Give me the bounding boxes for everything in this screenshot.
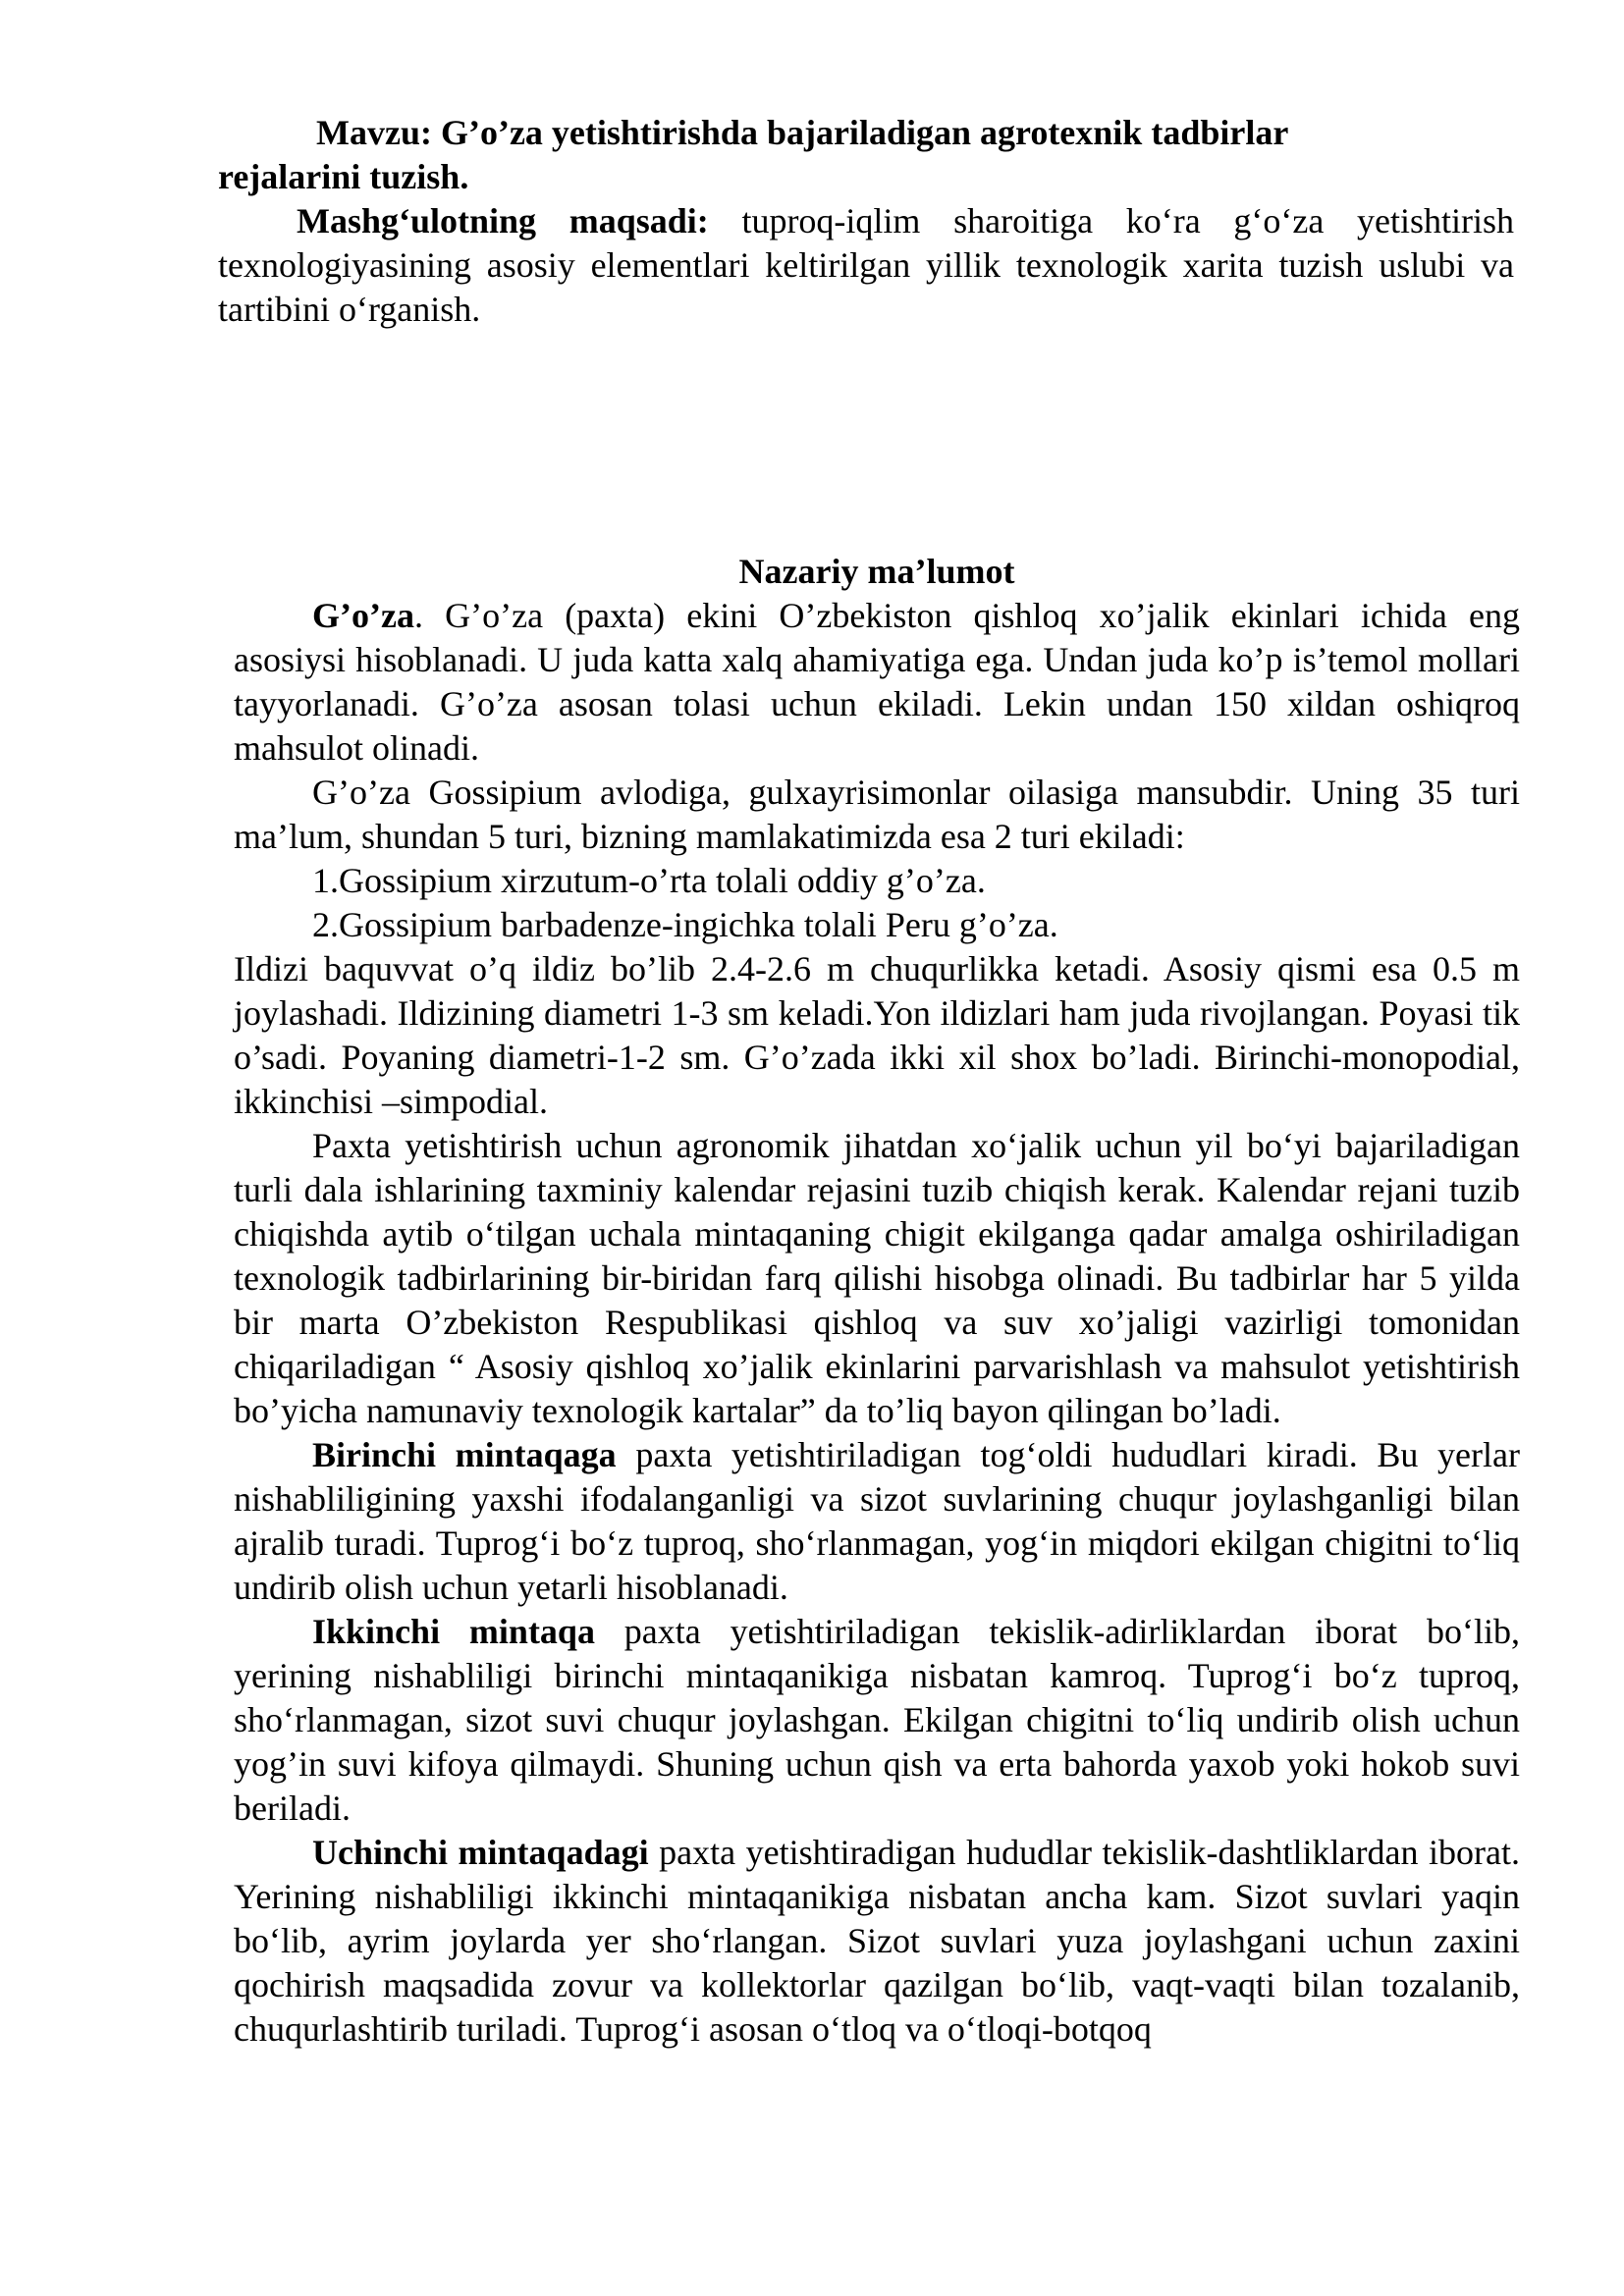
paragraph-goza: G’o’za. G’o’za (paxta) ekini O’zbekiston qishloq xo’jalik ekinlari ichida eng asosiysi hisoblanadi. U juda katta xalq ahamiyatiga ega. Undan juda ko’p is’temol mollari tayyorlanadi. G’o’za asosan tolasi uchun ekiladi. Lekin undan 150 xildan oshiqroq mahsulot olinadi. [234,596,1520,768]
list-item: 1.Gossipium xirzutum-o’rta tolali oddiy g’o’za. [312,861,986,900]
goal-paragraph [218,199,1514,332]
paragraph-gossipium: G’o’za Gossipium avlodiga, gulxayrisimonlar oilasiga mansubdir. Uning 35 turi ma’lum, shundan 5 turi, bizning mamlakatimizda esa 2 turi ekiladi: [234,773,1520,856]
header-block [218,111,1514,332]
title-line-2: rejalarini tuzish. [218,157,469,196]
body-block [234,550,1520,2052]
list-item: 2.Gossipium barbadenze-ingichka tolali Peru g’o’za. [312,905,1058,944]
goal-text: tuproq-iqlim sharoitiga ko‘ra g‘o‘za yetishtirish texnologiyasining asosiy elementlari keltirilgan yillik texnologik xarita tuzish uslubi va tartibini o‘rganish. [218,201,1514,329]
goal-label: Mashg‘ulotning maqsadi: [297,201,709,240]
title-line-1: Mavzu: G’o’za yetishtirishda bajariladigan agrotexnik tadbirlar [316,113,1289,152]
paragraph-ildizi: Ildizi baquvvat o’q ildiz bo’lib 2.4-2.6 m chuqurlikka ketadi. Asosiy qismi esa 0.5 m joylashadi. Ildizining diametri 1-3 sm keladi.Yon ildizlari ham juda rivojlangan. Poyasi tik o’sadi. Poyaning diametri-1-2 sm. G’o’zada ikki xil shox bo’ladi. Birinchi-monopodial, ikkinchisi –simpodial. [234,949,1520,1121]
paragraph-uchinchi-mintaqa: Uchinchi mintaqadagi paxta yetishtiradigan hududlar tekislik-dashtliklardan iborat. Yerining nishabliligi ikkinchi mintaqanikiga nisbatan ancha kam. Sizot suvlari yaqin bo‘lib, ayrim joylarda yer sho‘rlangan. Sizot suvlari yuza joylashgani uchun zaxini qochirish maqsadida zovur va kollektorlar qazilgan bo‘lib, vaqt-vaqti bilan tozalanib, chuqurlashtirib turiladi. Tuprog‘i asosan o‘tloq va o‘tloqi-botqoq [234,1833,1520,2049]
section-title: Nazariy ma’lumot [738,552,1015,591]
paragraph-ikkinchi-mintaqa: Ikkinchi mintaqa paxta yetishtiriladigan tekislik-adirliklardan iborat bo‘lib, yerining nishabliligi birinchi mintaqanikiga nisbatan kamroq. Tuprog‘i bo‘z tuproq, sho‘rlanmagan, sizot suvi chuqur joylashgan. Ekilgan chigitni to‘liq undirib olish uchun yog’in suvi kifoya qilmaydi. Shuning uchun qish va erta bahorda yaxob yoki hokob suvi beriladi. [234,1612,1520,1828]
paragraph-kalendar: Paxta yetishtirish uchun agronomik jihatdan xo‘jalik uchun yil bo‘yi bajariladigan turli dala ishlarining taxminiy kalendar rejasini tuzib chiqish kerak. Kalendar rejani tuzib chiqishda aytib o‘tilgan uchala mintaqaning chigit ekilganga qadar amalga oshiriladigan texnologik tadbirlarining bir-biridan farq qilishi hisobga olinadi. Bu tadbirlar har 5 yilda bir marta O’zbekiston Respublikasi qishloq va suv xo’jaligi vazirligi tomonidan chiqariladigan “ Asosiy qishloq xo’jalik ekinlarini parvarishlash va mahsulot yetishtirish bo’yicha namunaviy texnologik kartalar” da to’liq bayon qilingan bo’ladi. [234,1126,1520,1430]
paragraph-birinchi-mintaqa: Birinchi mintaqaga paxta yetishtiriladigan tog‘oldi hududlari kiradi. Bu yerlar nishabliligining yaxshi ifodalanganligi va sizot suvlarining chuqur joylashganligi bilan ajralib turadi. Tuprog‘i bo‘z tuproq, sho‘rlanmagan, yog‘in miqdori ekilgan chigitni to‘liq undirib olish uchun yetarli hisoblanadi. [234,1435,1520,1607]
